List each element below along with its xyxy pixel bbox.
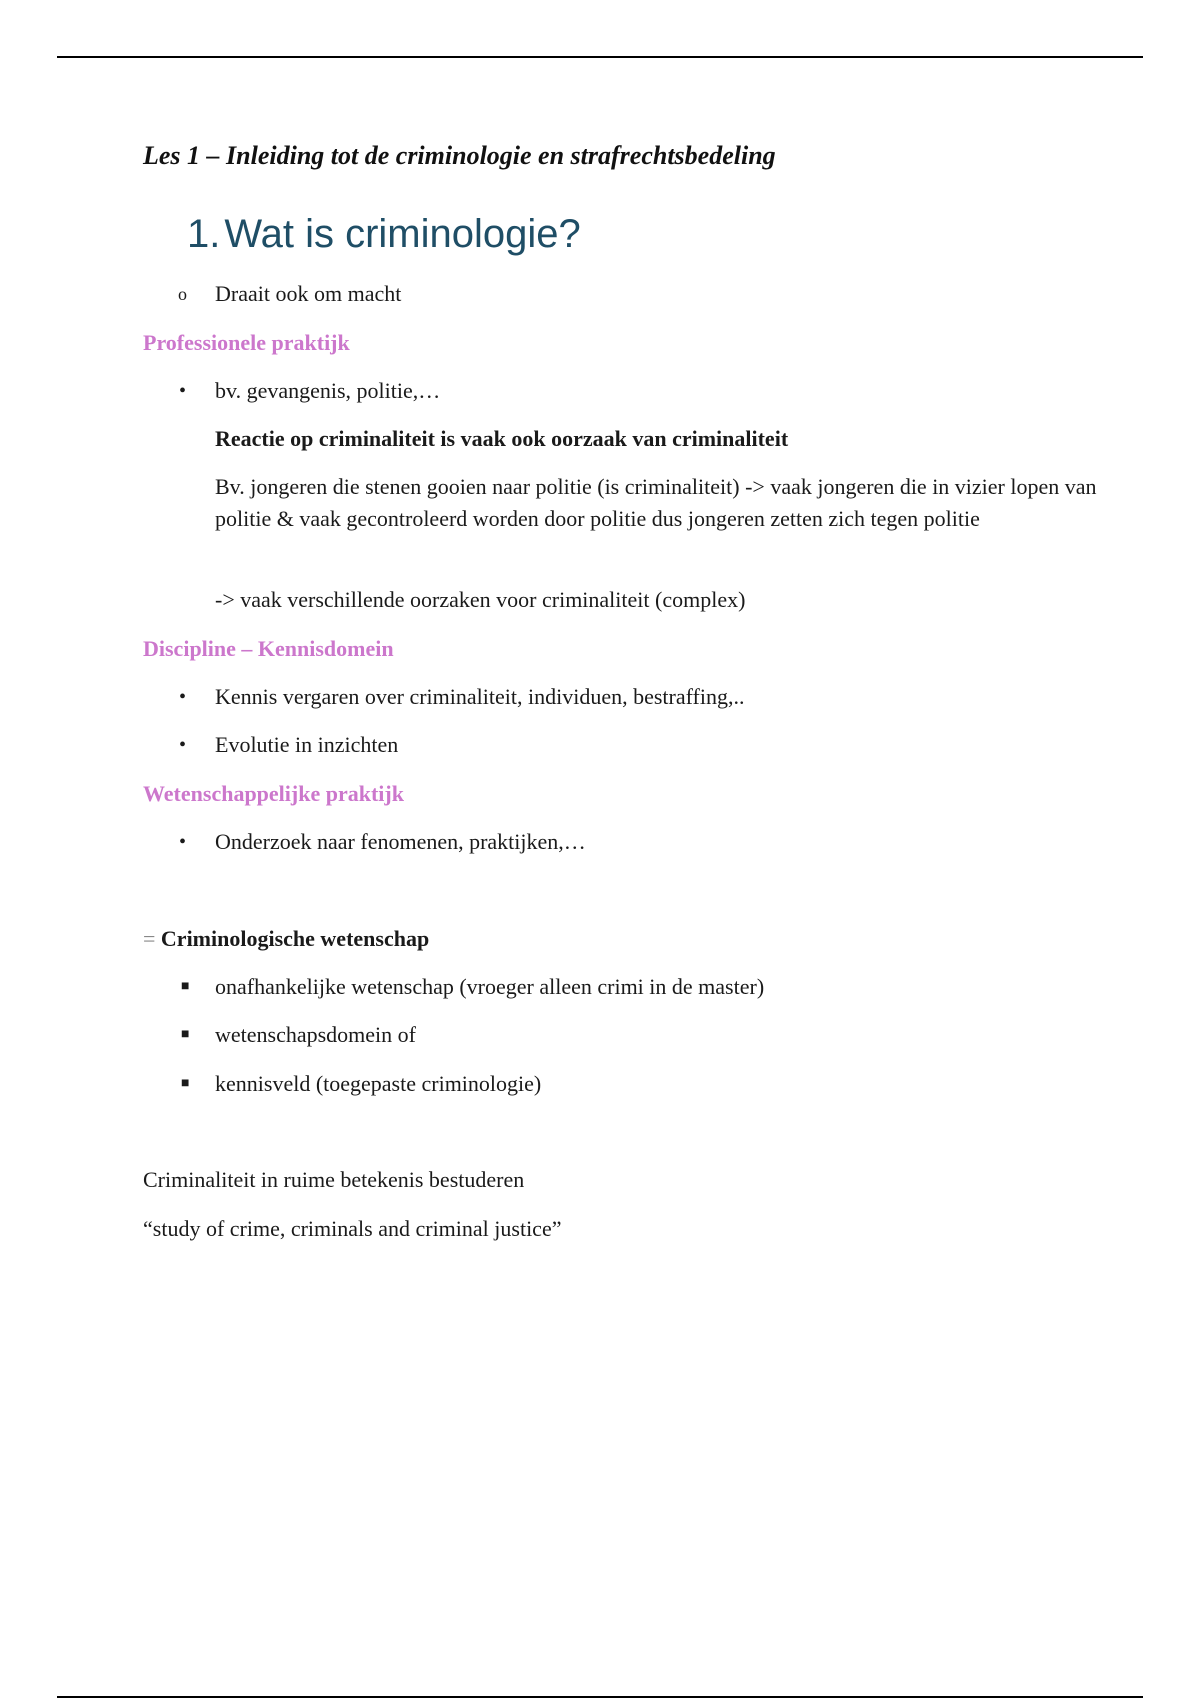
square-bullet-icon: ■ xyxy=(181,1076,190,1091)
bold-statement: Reactie op criminaliteit is vaak ook oorzaak van criminaliteit xyxy=(215,426,789,451)
list-item: kennisveld (toegepaste criminologie) xyxy=(215,1071,542,1096)
list-item: wetenschapsdomein of xyxy=(215,1022,416,1047)
dot-bullet-icon: • xyxy=(179,831,187,853)
heading-text: Wat is criminologie? xyxy=(224,212,581,256)
section-title-discipline: Discipline – Kennisdomein xyxy=(143,636,394,661)
definition-term: Criminologische wetenschap xyxy=(160,926,430,951)
list-item: Kennis vergaren over criminaliteit, individuen, bestraffing,.. xyxy=(215,684,745,709)
heading-1 xyxy=(187,212,581,257)
section-title-professionele-praktijk: Professionele praktijk xyxy=(143,330,350,355)
bottom-rule xyxy=(57,1696,1143,1698)
heading-number: 1. xyxy=(187,212,221,256)
dot-bullet-icon: • xyxy=(179,734,187,756)
document-title: Les 1 – Inleiding tot de criminologie en strafrechtsbedeling xyxy=(143,141,776,170)
square-bullet-icon: ■ xyxy=(181,1027,190,1042)
note-line: -> vaak verschillende oorzaken voor criminaliteit (complex) xyxy=(215,587,746,612)
top-rule xyxy=(57,56,1143,58)
example-paragraph: Bv. jongeren die stenen gooien naar politie (is criminaliteit) -> vaak jongeren die in vizier lopen van politie & vaak gecontroleerd worden door politie dus jongeren zetten zich tegen politie xyxy=(215,474,1097,531)
equals-sign: = xyxy=(143,926,156,951)
dot-bullet-icon: • xyxy=(179,380,187,402)
list-item: bv. gevangenis, politie,… xyxy=(215,378,441,403)
circle-bullet-icon: o xyxy=(178,284,187,304)
closing-line: Criminaliteit in ruime betekenis bestuderen xyxy=(143,1167,525,1192)
list-item: onafhankelijke wetenschap (vroeger alleen crimi in de master) xyxy=(215,974,765,999)
closing-quote: “study of crime, criminals and criminal justice” xyxy=(143,1216,562,1241)
list-item: Evolutie in inzichten xyxy=(215,732,399,757)
list-item: Onderzoek naar fenomenen, praktijken,… xyxy=(215,829,586,854)
section-title-wetenschappelijke-praktijk: Wetenschappelijke praktijk xyxy=(143,781,404,806)
square-bullet-icon: ■ xyxy=(181,979,190,994)
intro-item: Draait ook om macht xyxy=(215,281,402,306)
definition-heading xyxy=(143,923,429,955)
dot-bullet-icon: • xyxy=(179,686,187,708)
